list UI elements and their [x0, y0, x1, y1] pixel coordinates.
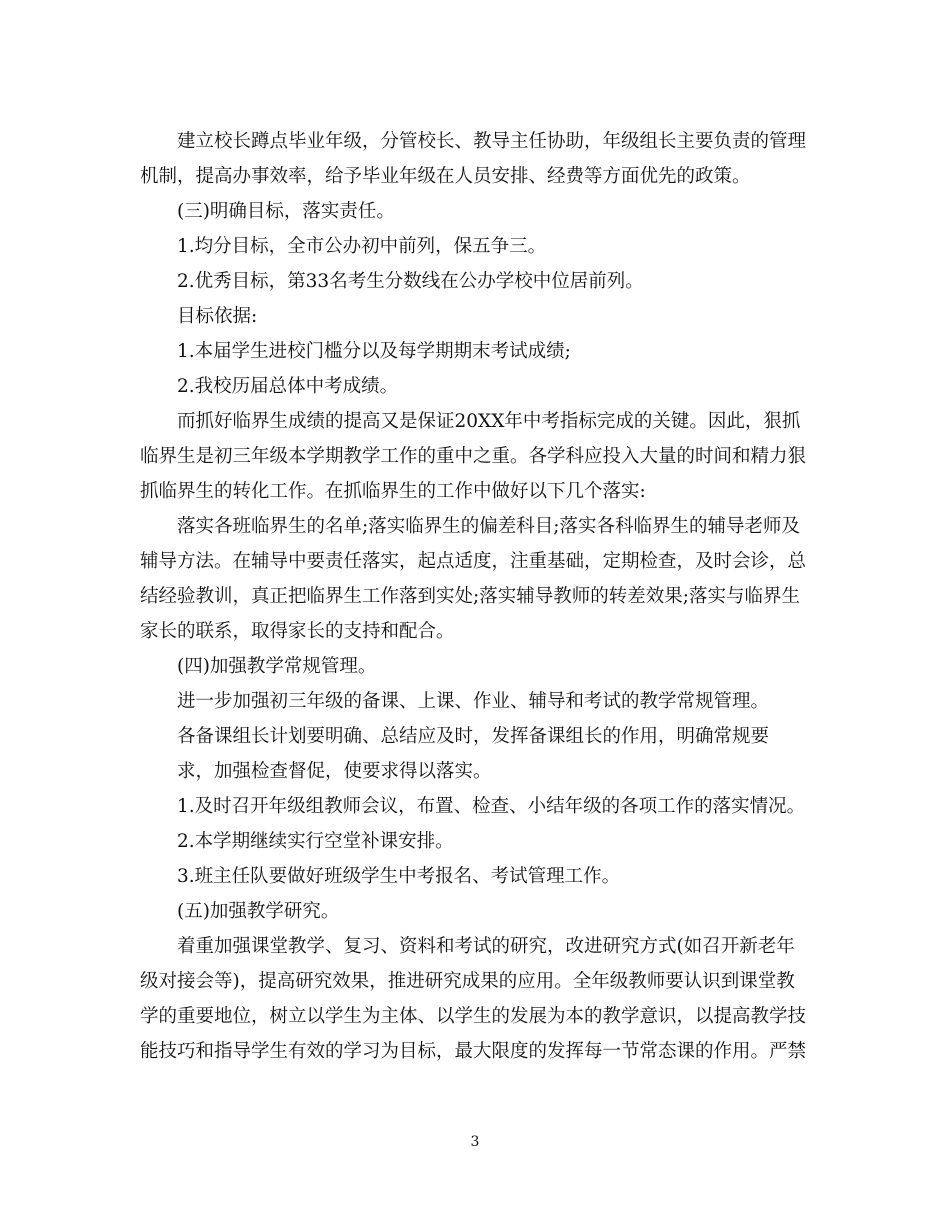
text-line: 2.本学期继续实行空堂补课安排。 — [177, 831, 454, 852]
page-number: 3 — [470, 1134, 480, 1150]
text-line: 临界生是初三年级本学期教学工作的重中之重。各学科应投入大量的时间和精力狠 — [140, 446, 807, 467]
text-line: 机制，提高办事效率，给予毕业年级在人员安排、经费等方面优先的政策。 — [140, 166, 751, 187]
text-line: 辅导方法。在辅导中要责任落实，起点适度，注重基础，定期检查，及时会诊，总 — [140, 551, 807, 572]
text-line: 3.班主任队要做好班级学生中考报名、考试管理工作。 — [177, 866, 621, 887]
text-line: 建立校长蹲点毕业年级，分管校长、教导主任协助，年级组长主要负责的管理 — [177, 131, 807, 152]
text-line: 落实各班临界生的名单;落实临界生的偏差科目;落实各科临界生的辅导老师及 — [177, 516, 800, 537]
text-line: 而抓好临界生成绩的提高又是保证20XX年中考指标完成的关键。因此，狠抓 — [177, 411, 801, 432]
text-line: 各备课组长计划要明确、总结应及时，发挥备课组长的作用，明确常规要 — [177, 726, 770, 747]
text-line: 进一步加强初三年级的备课、上课、作业、辅导和考试的教学常规管理。 — [177, 691, 770, 712]
text-line: 2.优秀目标，第33名考生分数线在公办学校中位居前列。 — [177, 271, 644, 292]
text-line: 抓临界生的转化工作。在抓临界生的工作中做好以下几个落实: — [140, 481, 646, 502]
text-line: (四)加强教学常规管理。 — [177, 656, 377, 677]
text-line: 目标依据: — [177, 306, 258, 327]
text-line: 1.均分目标，全市公办初中前列，保五争三。 — [177, 236, 547, 257]
text-line: 2.我校历届总体中考成绩。 — [177, 376, 399, 397]
text-line: 学的重要地位，树立以学生为主体、以学生的发展为本的教学意识，以提高教学技 — [140, 1006, 807, 1027]
text-line: 1.本届学生进校门槛分以及每学期期末考试成绩; — [177, 341, 571, 362]
text-line: 能技巧和指导学生有效的学习为目标，最大限度的发挥每一节常态课的作用。严禁 — [140, 1041, 807, 1062]
text-line: (三)明确目标，落实责任。 — [177, 201, 395, 222]
text-line: 结经验教训，真正把临界生工作落到实处;落实辅导教师的转差效果;落实与临界生 — [140, 586, 800, 607]
text-line: 家长的联系，取得家长的支持和配合。 — [140, 621, 455, 642]
text-line: 着重加强课堂教学、复习、资料和考试的研究，改进研究方式(如召开新老年 — [177, 936, 795, 957]
text-line: 1.及时召开年级组教师会议，布置、检查、小结年级的各项工作的落实情况。 — [177, 796, 806, 817]
text-line: (五)加强教学研究。 — [177, 901, 340, 922]
text-line: 级对接会等)，提高研究效果，推进研究成果的应用。全年级教师要认识到课堂教 — [140, 971, 795, 992]
body-text — [140, 124, 812, 1069]
text-line: 求，加强检查督促，使要求得以落实。 — [177, 761, 492, 782]
